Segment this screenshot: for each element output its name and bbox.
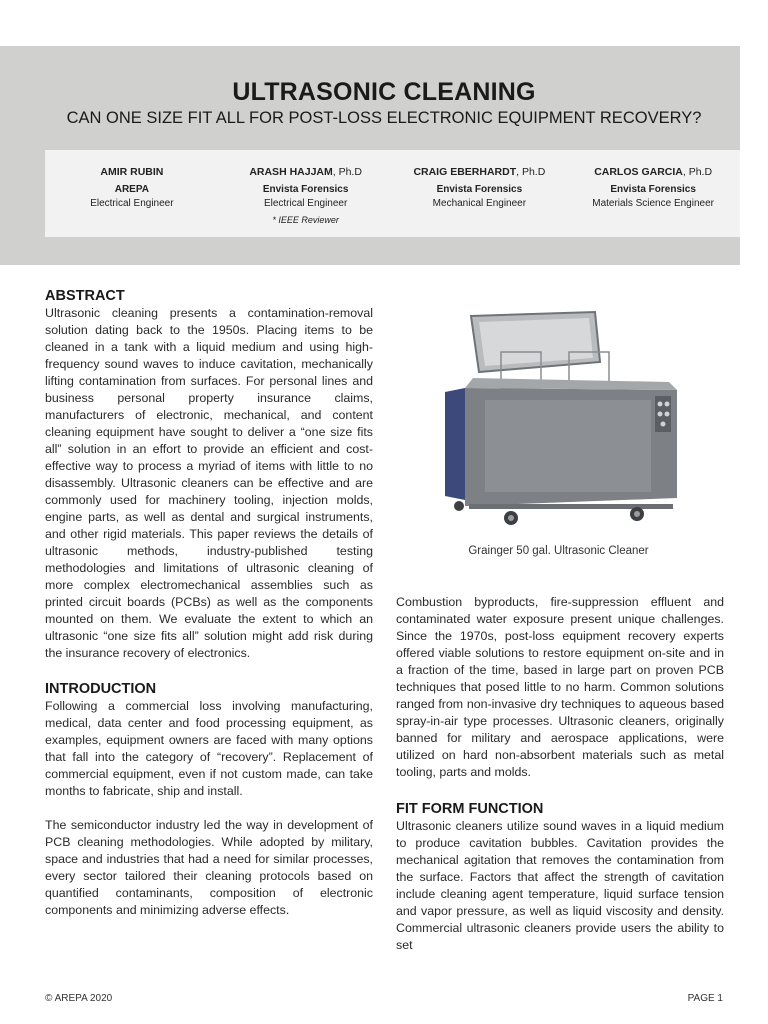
author-name: ARASH HAJJAM: [249, 166, 333, 178]
ultrasonic-cleaner-photo: [419, 300, 695, 534]
author-card: [393, 150, 567, 237]
author-organization: Envista Forensics: [436, 184, 523, 195]
author-note: * IEEE Reviewer: [272, 215, 339, 225]
author-role: Materials Science Engineer: [592, 198, 714, 209]
abstract-heading: ABSTRACT: [45, 288, 125, 304]
introduction-paragraph: Following a commercial loss involving manufacturing, medical, data center and food processing equipment, as examples, equipment owners are faced with many options that fall into the category of “recovery”. Replacement of commercial equipment, even if not custom made, can take months to fabricate, ship and install.: [45, 699, 373, 798]
figure-caption: Grainger 50 gal. Ultrasonic Cleaner: [468, 545, 649, 557]
page-subtitle: CAN ONE SIZE FIT ALL FOR POST-LOSS ELECTRONIC EQUIPMENT RECOVERY?: [66, 109, 702, 127]
body-paragraph: Combustion byproducts, fire-suppression effluent and contaminated water exposure present unique challenges. Since the 1970s, post-loss equipment recovery experts offered viable solutions to restore equipment on-site and in a fraction of the time, based in large part on proven PCB techniques that posed little to no harm. Common solutions ranged from non-invasive dry techniques to aqueous based spray-in-air type processes. Ultrasonic cleaners, originally banned for military and aerospace applications, were utilized on hard non-absorbent materials such as metal tooling, parts and molds.: [396, 595, 724, 779]
copyright: © AREPA 2020: [45, 993, 113, 1004]
left-column: [45, 287, 373, 919]
author-role: Electrical Engineer: [90, 198, 174, 209]
author-card: [566, 150, 740, 237]
author-organization: Envista Forensics: [610, 184, 696, 195]
fit-form-function-heading: FIT FORM FUNCTION: [396, 801, 544, 817]
right-column: [396, 594, 724, 954]
author-credential: , Ph.D: [516, 166, 546, 178]
abstract-text: Ultrasonic cleaning presents a contamination-removal solution dating back to the 1950s. Placing items to be cleaned in a tank with a liquid medium and using high-frequency sound waves to induce cavitation, mechanically lifting contamination from surfaces. For personal lines and business personal property insurance claims, manufacturers of electronic, mechanical, and content cleaning equipment have sought to deliver a “one size fits all” solution in an effort to provide an efficient and cost-effective way to process a myriad of items with little to no disassembly. Ultrasonic cleaners can be effective and are commonly used for machinery tooling, injection molds, engine parts, as well as dental and surgical instruments, and other rigid materials. This paper reviews the details of ultrasonic methods, industry-published testing methodologies and limitations of ultrasonic cleaning of more complex electromechanical assemblies such as printed circuit boards (PCBs) as well as the components mounted on them. We evaluate the extent to which an ultrasonic “one size fits all” solution might add risk during the insurance recovery of electronics.: [45, 306, 373, 660]
author-card: [219, 150, 393, 237]
author-name: CARLOS GARCIA: [594, 166, 683, 178]
author-credential: , Ph.D: [332, 166, 362, 178]
author-role: Mechanical Engineer: [432, 198, 527, 209]
author-organization: AREPA: [114, 184, 149, 195]
author-credential: , Ph.D: [682, 166, 713, 178]
author-role: Electrical Engineer: [263, 198, 348, 209]
introduction-paragraph: The semiconductor industry led the way in development of PCB cleaning methodologies. While adopted by military, space and industries that had a need for similar processes, every sector tailored their cleaning protocols based on quantified contaminants, composition of electronic components and minimizing adverse effects.: [45, 818, 373, 917]
introduction-heading: INTRODUCTION: [45, 681, 157, 697]
author-card: [45, 150, 219, 237]
author-name: CRAIG EBERHARDT: [413, 166, 517, 178]
author-name: AMIR RUBIN: [100, 166, 164, 178]
page-number: PAGE 1: [687, 993, 723, 1004]
body-paragraph: Ultrasonic cleaners utilize sound waves in a liquid medium to produce cavitation bubbles. Cavitation provides the mechanical agitation that removes the contamination from the surface. Factors that affect the strength of cavitation include cleaning agent temperature, liquid surface tension and vapor pressure, as well as liquid viscosity and density. Commercial ultrasonic cleaners provide users the ability to set: [396, 819, 724, 952]
page-title: ULTRASONIC CLEANING: [232, 78, 536, 106]
author-panel: [45, 150, 740, 237]
author-organization: Envista Forensics: [262, 184, 349, 195]
